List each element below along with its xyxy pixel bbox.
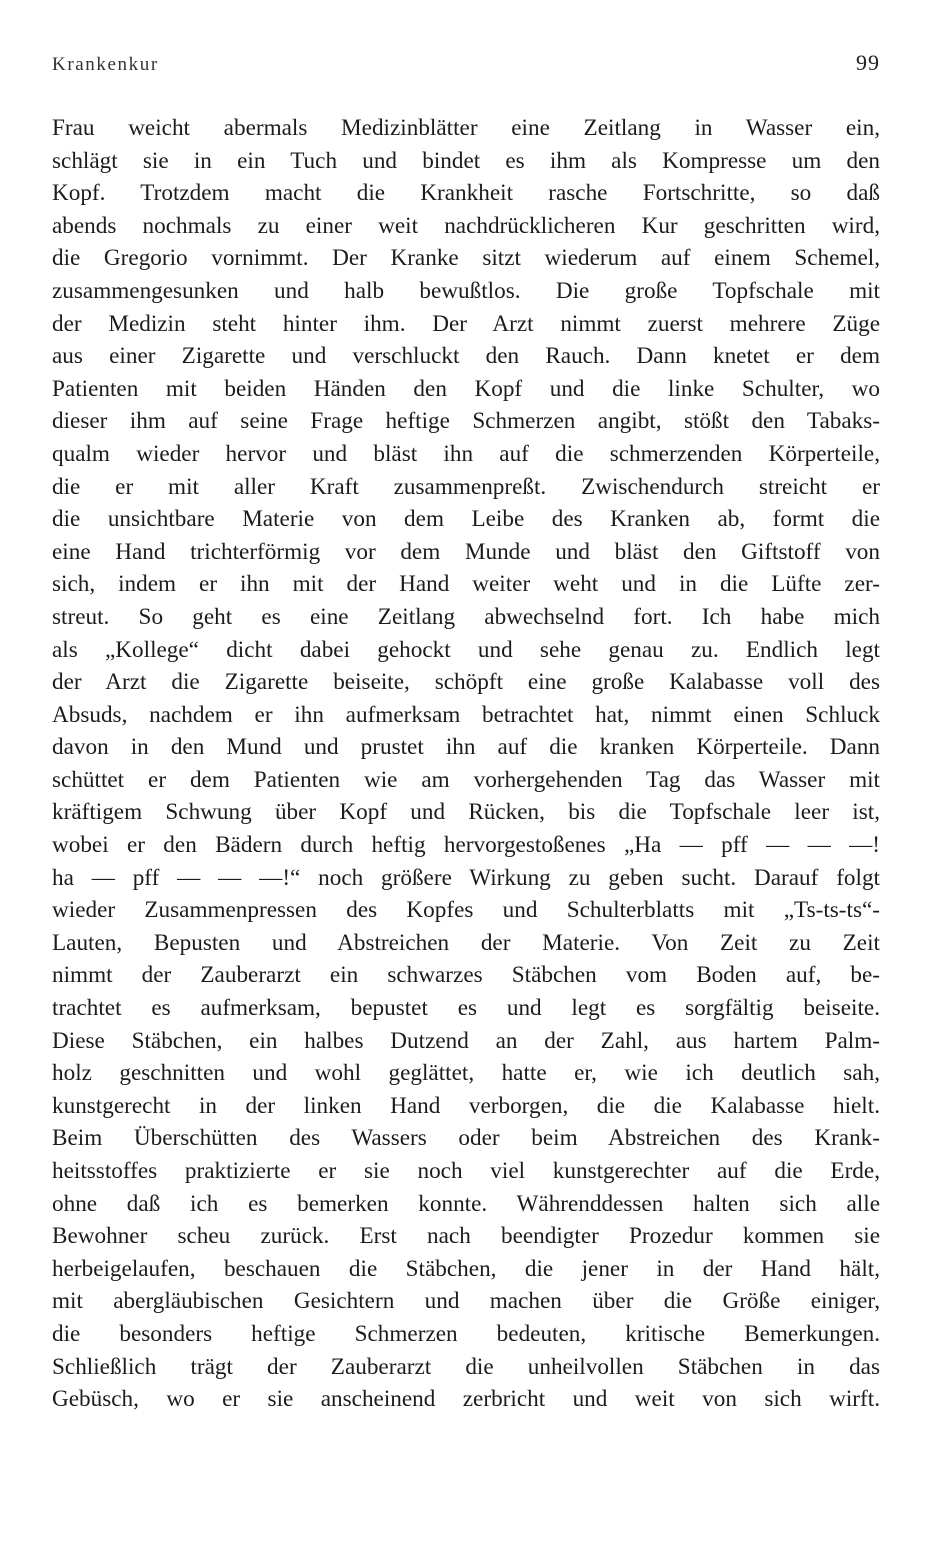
text-line: sich, indem er ihn mit der Hand weiter weht und in die Lüfte zer- (52, 571, 880, 598)
text-line: Absuds, nachdem er ihn aufmerksam betrachtet hat, nimmt einen Schluck (52, 701, 880, 728)
text-line: die besonders heftige Schmerzen bedeuten, kritische Bemerkungen. (52, 1320, 880, 1347)
text-line: wobei er den Bädern durch heftig hervorgestoßenes „Ha — pff — — —! (52, 832, 880, 859)
body-paragraph (52, 112, 880, 1416)
text-line: Gebüsch, wo er sie anscheinend zerbricht und weit von sich wirft. (52, 1386, 880, 1413)
text-line: holz geschnitten und wohl geglättet, hatte er, wie ich deutlich sah, (52, 1060, 880, 1087)
text-line: kunstgerecht in der linken Hand verborgen, die die Kalabasse hielt. (52, 1092, 880, 1119)
page-number: 99 (856, 50, 880, 75)
text-line: Bewohner scheu zurück. Erst nach beendigter Prozedur kommen sie (52, 1223, 880, 1250)
text-line: wieder Zusammenpressen des Kopfes und Schulterblatts mit „Ts-ts-ts“- (52, 897, 880, 924)
text-line: davon in den Mund und prustet ihn auf die kranken Körperteile. Dann (52, 734, 880, 761)
text-line: Frau weicht abermals Medizinblätter eine Zeitlang in Wasser ein, (52, 115, 880, 141)
text-line: Patienten mit beiden Händen den Kopf und die linke Schulter, wo (52, 375, 880, 402)
text-line: als „Kollege“ dicht dabei gehockt und sehe genau zu. Endlich legt (52, 636, 880, 663)
running-header-title: Krankenkur (52, 54, 159, 75)
text-line: der Arzt die Zigarette beiseite, schöpft eine große Kalabasse voll des (52, 669, 880, 696)
text-line: Diese Stäbchen, ein halbes Dutzend an der Zahl, aus hartem Palm- (52, 1027, 880, 1054)
text-line: die Gregorio vornimmt. Der Kranke sitzt wiederum auf einem Schemel, (52, 245, 880, 272)
text-line: streut. So geht es eine Zeitlang abwechselnd fort. Ich habe mich (52, 603, 880, 630)
text-line: mit abergläubischen Gesichtern und machen über die Größe einiger, (52, 1288, 880, 1315)
text-line: Beim Überschütten des Wassers oder beim Abstreichen des Krank- (52, 1125, 880, 1152)
text-line: zusammengesunken und halb bewußtlos. Die große Topfschale mit (52, 277, 880, 304)
book-page (52, 50, 880, 1416)
text-line: heitsstoffes praktizierte er sie noch viel kunstgerechter auf die Erde, (52, 1158, 880, 1184)
text-line: schlägt sie in ein Tuch und bindet es ihm als Kompresse um den (52, 147, 880, 174)
running-header (52, 50, 880, 90)
text-line: Kopf. Trotzdem macht die Krankheit rasche Fortschritte, so daß (52, 180, 880, 207)
text-line: ohne daß ich es bemerken konnte. Währenddessen halten sich alle (52, 1190, 880, 1217)
text-line: nimmt der Zauberarzt ein schwarzes Stäbchen vom Boden auf, be- (52, 962, 880, 989)
text-line: die unsichtbare Materie von dem Leibe des Kranken ab, formt die (52, 506, 880, 533)
text-line: Lauten, Bepusten und Abstreichen der Materie. Von Zeit zu Zeit (52, 929, 880, 956)
text-line: trachtet es aufmerksam, bepustet es und legt es sorgfältig beiseite. (52, 995, 880, 1022)
text-line: die er mit aller Kraft zusammenpreßt. Zwischendurch streicht er (52, 473, 880, 500)
text-line: der Medizin steht hinter ihm. Der Arzt nimmt zuerst mehrere Züge (52, 310, 880, 337)
text-line: abends nochmals zu einer weit nachdrücklicheren Kur geschritten wird, (52, 212, 880, 239)
text-line: eine Hand trichterförmig vor dem Munde und bläst den Giftstoff von (52, 538, 880, 565)
text-line: herbeigelaufen, beschauen die Stäbchen, die jener in der Hand hält, (52, 1255, 880, 1282)
text-line: dieser ihm auf seine Frage heftige Schmerzen angibt, stößt den Tabaks- (52, 408, 880, 435)
text-line: aus einer Zigarette und verschluckt den Rauch. Dann knetet er dem (52, 343, 880, 370)
text-line: kräftigem Schwung über Kopf und Rücken, bis die Topfschale leer ist, (52, 799, 880, 826)
text-line: ha — pff — — —!“ noch größere Wirkung zu geben sucht. Darauf folgt (52, 864, 880, 891)
text-line: Schließlich trägt der Zauberarzt die unheilvollen Stäbchen in das (52, 1353, 880, 1380)
text-line: qualm wieder hervor und bläst ihn auf die schmerzenden Körperteile, (52, 440, 880, 467)
text-line: schüttet er dem Patienten wie am vorhergehenden Tag das Wasser mit (52, 766, 880, 793)
